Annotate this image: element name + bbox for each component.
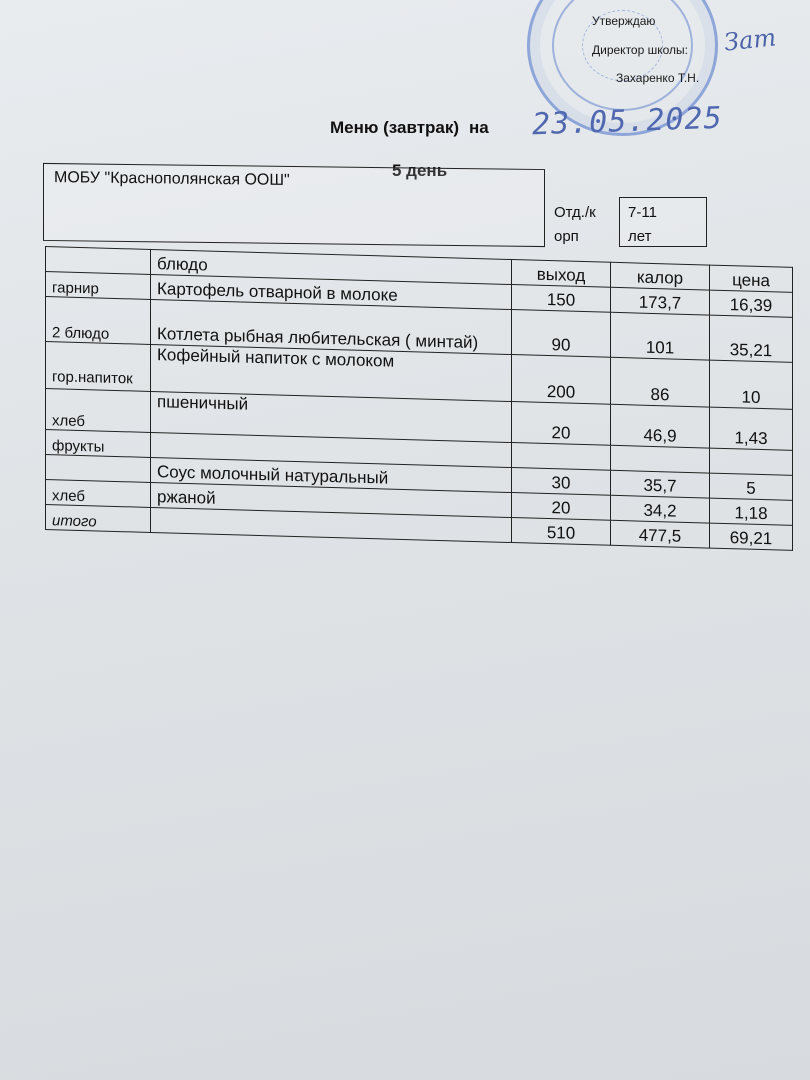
menu-table (45, 246, 793, 551)
row-price (710, 448, 793, 475)
row-category: хлеб (46, 480, 151, 508)
row-output: 20 (512, 402, 611, 446)
director-label: Директор школы: (592, 43, 688, 57)
row-output: 200 (512, 355, 611, 405)
row-price: 5 (710, 473, 793, 500)
row-price: 35,21 (710, 315, 793, 362)
row-dish: Кофейный напиток с молоком (151, 344, 512, 401)
row-category (46, 455, 151, 483)
row-dish: Котлета рыбная любительская ( минтай) (151, 299, 512, 354)
age-box (619, 197, 707, 247)
row-category: гор.напиток (46, 342, 151, 392)
approve-label: Утверждаю (592, 14, 656, 28)
row-output (512, 443, 611, 471)
header-dish: блюдо (151, 249, 512, 284)
header-calories: калор (611, 262, 710, 290)
row-output: 20 (512, 493, 611, 521)
menu-day: 5 день (392, 161, 448, 180)
menu-table-wrap (45, 246, 793, 551)
total-output: 510 (512, 518, 611, 546)
row-dish: Картофель отварной в молоке (151, 274, 512, 309)
age-line2: лет (628, 228, 652, 245)
school-box (43, 163, 545, 247)
menu-title-text: Меню (завтрак) (330, 118, 460, 137)
menu-title (330, 118, 489, 138)
row-category: фрукты (46, 430, 151, 458)
row-dish: пшеничный (151, 391, 512, 442)
row-category: хлеб (46, 389, 151, 433)
row-dish: Соус молочный натуральный (151, 457, 512, 492)
total-label: итого (46, 505, 151, 533)
row-calories: 34,2 (611, 495, 710, 523)
menu-title-na: на (469, 118, 489, 137)
row-price: 10 (710, 360, 793, 409)
orp-line2: орп (554, 228, 579, 245)
orp-label (554, 201, 596, 249)
row-calories: 86 (611, 357, 710, 407)
age-line1: 7-11 (628, 204, 657, 221)
director-name: Захаренко Т.Н. (616, 71, 700, 85)
total-calories: 477,5 (611, 520, 710, 548)
row-calories (611, 445, 710, 473)
row-calories: 46,9 (611, 404, 710, 448)
row-price: 16,39 (710, 290, 793, 317)
row-output: 90 (512, 310, 611, 358)
header-output: выход (512, 260, 611, 288)
row-category: 2 блюдо (46, 297, 151, 345)
row-dish: ржаной (151, 482, 512, 517)
menu-date: 23.05.2025 (531, 100, 724, 143)
total-price: 69,21 (710, 523, 793, 550)
row-price: 1,18 (710, 498, 793, 525)
row-calories: 35,7 (611, 470, 710, 498)
header-price: цена (710, 265, 793, 292)
school-name: МОБУ "Краснополянская ООШ" (54, 169, 290, 189)
row-price: 1,43 (710, 407, 793, 450)
row-category: гарнир (46, 272, 151, 300)
orp-line1: Отд./к (554, 204, 596, 221)
row-calories: 101 (611, 312, 710, 360)
header-category (46, 247, 151, 275)
director-signature: Зат (722, 23, 778, 57)
row-calories: 173,7 (611, 287, 710, 315)
row-output: 30 (512, 468, 611, 496)
row-output: 150 (512, 285, 611, 313)
